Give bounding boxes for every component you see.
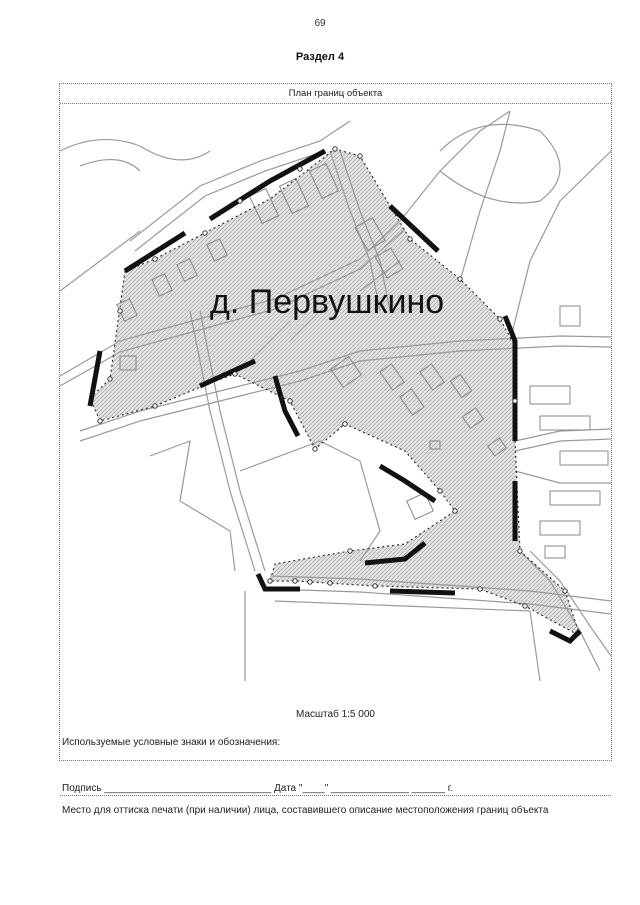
boundary-plan-frame — [59, 83, 612, 816]
signature-row — [60, 781, 611, 796]
territory-fill — [90, 149, 580, 636]
map-scale: Масштаб 1:5 000 — [296, 709, 375, 720]
village-label: д. Первушкино — [210, 283, 445, 321]
page-number: 69 — [314, 18, 326, 29]
section-title: Раздел 4 — [295, 51, 345, 63]
plan-header: План границ объекта — [60, 84, 611, 104]
signature-date-text: Подпись ______________________________ Дата "____" ______________ ______ г. — [62, 783, 454, 794]
legend-title: Используемые условные знаки и обозначения: — [62, 737, 281, 748]
stamp-note: Место для оттиска печати (при наличии) лица, составившего описание местоположения границ объекта — [62, 805, 549, 816]
boundary-map — [60, 111, 611, 681]
map-area — [60, 111, 611, 756]
